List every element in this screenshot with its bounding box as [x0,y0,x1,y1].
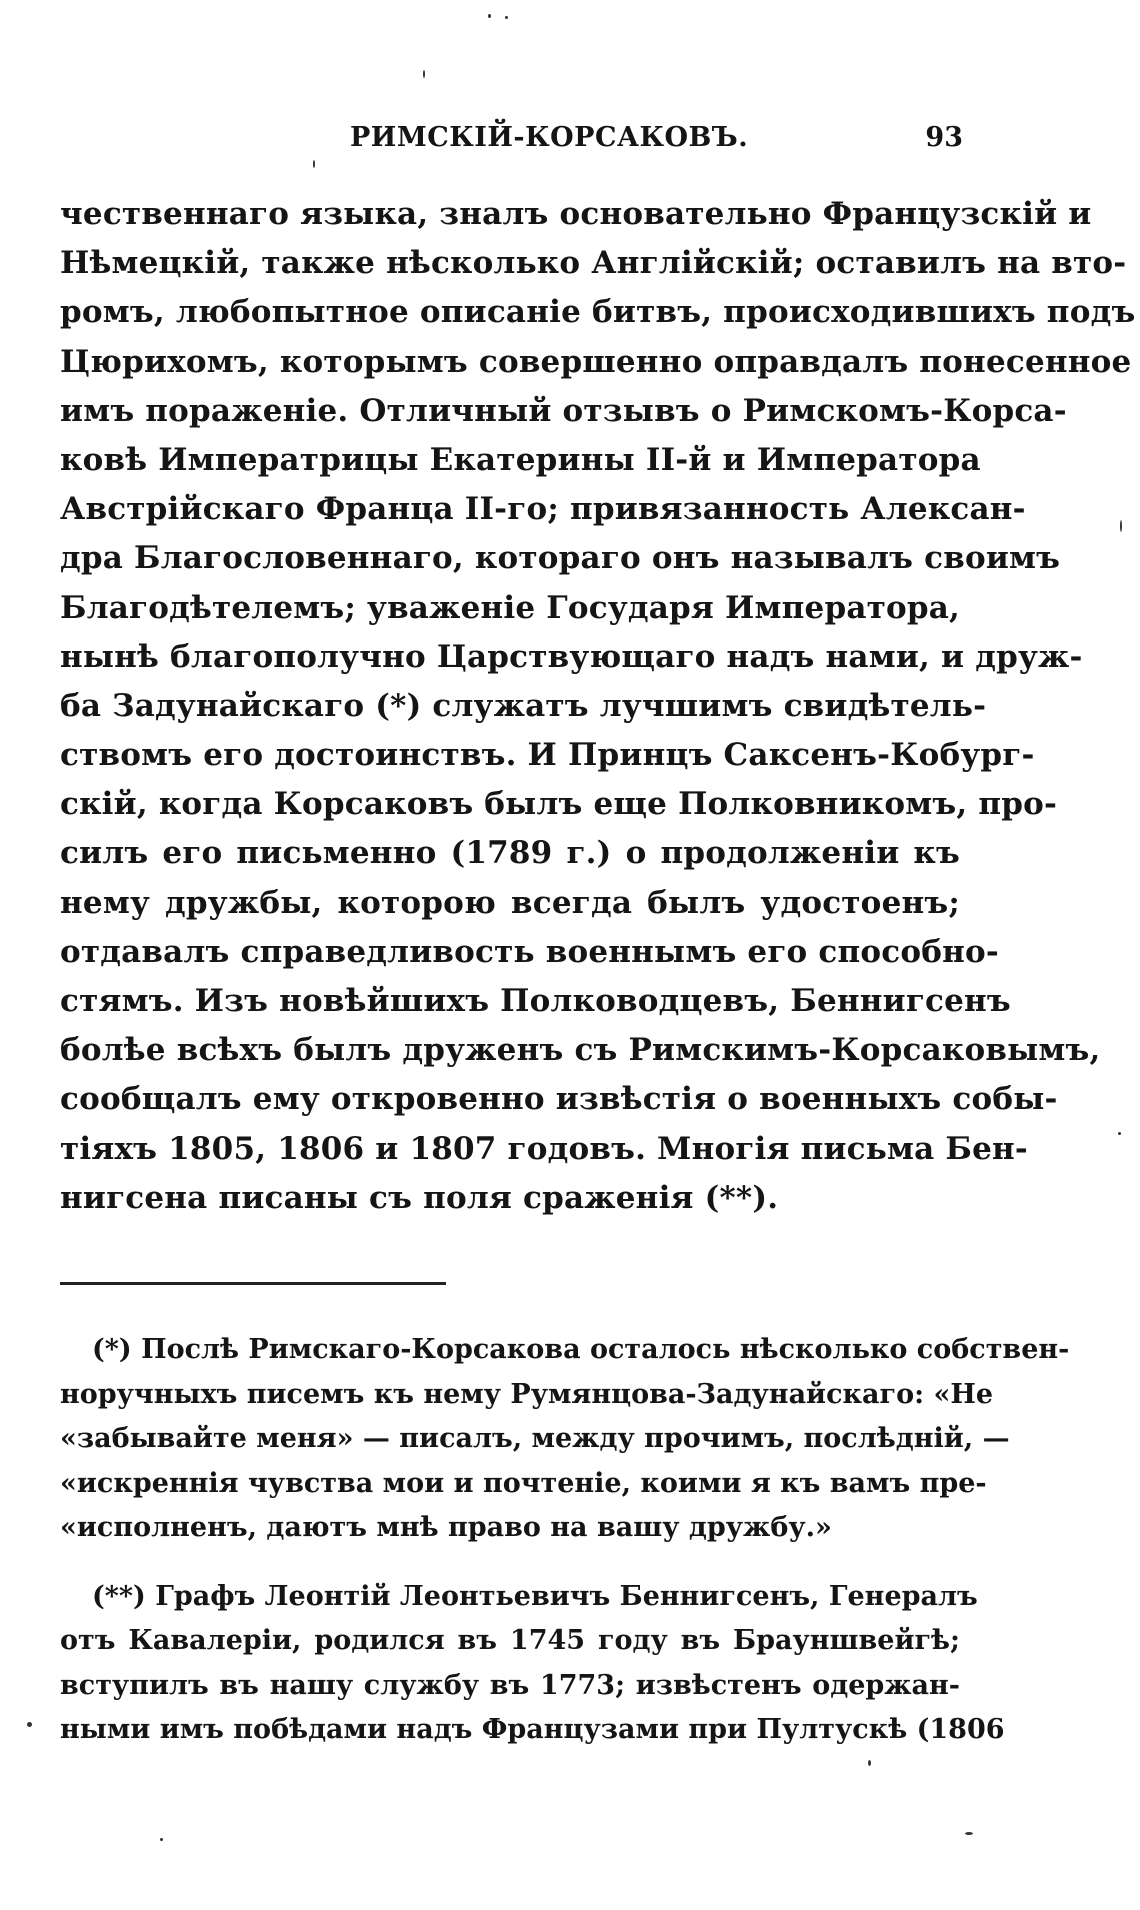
scan-speck [965,1832,973,1835]
scan-speck [488,14,491,18]
footnote-2 [60,1575,1005,1753]
footnotes [60,1328,1070,1753]
text-line: имъ пораженіе. Отличный отзывъ о Римскомъ-Корса- [60,392,1067,429]
text-line: нынѣ благополучно Царствующаго надъ нами, и друж- [60,638,1083,675]
text-line: сообщалъ ему откровенно извѣстія о военныхъ собы- [60,1081,1058,1118]
scan-speck [160,1838,163,1841]
footnote-line: (*) Послѣ Римскаго-Корсакова осталось нѣсколько собствен- [92,1334,1070,1365]
text-line: нигсена писаны съ поля сраженія (**). [60,1179,779,1216]
scan-speck [313,160,315,168]
scan-speck [27,1722,32,1727]
scan-speck [1120,520,1122,532]
main-text [60,190,1136,1223]
text-line: скій, когда Корсаковъ былъ еще Полковникомъ, про- [60,786,1058,823]
scan-speck [423,70,425,78]
footnote-line: «исполненъ, даютъ мнѣ право на вашу дружбу.» [60,1512,832,1543]
footnote-line: «искреннія чувства мои и почтеніе, коими я къ вамъ пре- [60,1467,987,1499]
text-line: ба Задунайскаго (*) служатъ лучшимъ свидѣтель- [60,687,987,724]
scan-speck [505,16,508,19]
footnote-1 [60,1328,1070,1551]
text-line: ствомъ его достоинствъ. И Принцъ Саксенъ-Кобург- [60,737,1035,774]
text-line: ковѣ Императрицы Екатерины II-й и Императора [60,441,981,478]
footnote-line: (**) Графъ Леонтій Леонтьевичъ Беннигсенъ, Генералъ [92,1580,978,1612]
footnote-line: вступилъ въ нашу службу въ 1773; извѣстенъ одержан- [60,1669,960,1701]
text-line: Цюрихомъ, которымъ совершенно оправдалъ понесенное [60,343,1132,380]
footnote-line: норучныхъ писемъ къ нему Румянцова-Задунайскаго: «Не [60,1378,994,1410]
text-line: ромъ, любопытное описаніе битвъ, происходившихъ подъ [60,294,1136,331]
scan-speck [868,1760,871,1766]
text-line: стямъ. Изъ новѣйшихъ Полководцевъ, Беннигсенъ [60,983,1011,1019]
footnote-line: отъ Кавалеріи, родился въ 1745 году въ Брауншвейгѣ; [60,1625,960,1656]
text-line: болѣе всѣхъ былъ друженъ съ Римскимъ-Корсаковымъ, [60,1032,1101,1069]
text-line: отдавалъ справедливость военнымъ его способно- [60,933,999,970]
footnote-line: «забывайте меня» — писалъ, между прочимъ, послѣдній, — [60,1423,1010,1454]
text-line: чественнаго языка, зналъ основательно Французскій и [60,196,1092,232]
text-line: Благодѣтелемъ; уваженіе Государя Императора, [60,589,961,626]
footnote-line: ными имъ побѣдами надъ Французами при Пултускѣ (1806 [60,1714,1005,1745]
running-title: РИМСКІЙ-КОРСАКОВЪ. [350,122,749,153]
text-line: нему дружбы, которою всегда былъ удостоенъ; [60,884,960,921]
text-line: Нѣмецкій, также нѣсколько Англійскій; оставилъ на вто- [60,245,1127,282]
footnote-separator [60,1282,446,1285]
running-head [60,122,963,162]
text-line: тіяхъ 1805, 1806 и 1807 годовъ. Многія письма Бен- [60,1130,1028,1167]
text-line: дра Благословеннаго, котораго онъ называлъ своимъ [60,540,1061,577]
scan-speck [1118,1132,1121,1135]
text-line: Австрійскаго Франца II-го; привязанность Алексан- [60,491,1026,528]
page-number: 93 [925,122,963,153]
text-line: силъ его письменно (1789 г.) о продолженіи къ [60,835,960,872]
